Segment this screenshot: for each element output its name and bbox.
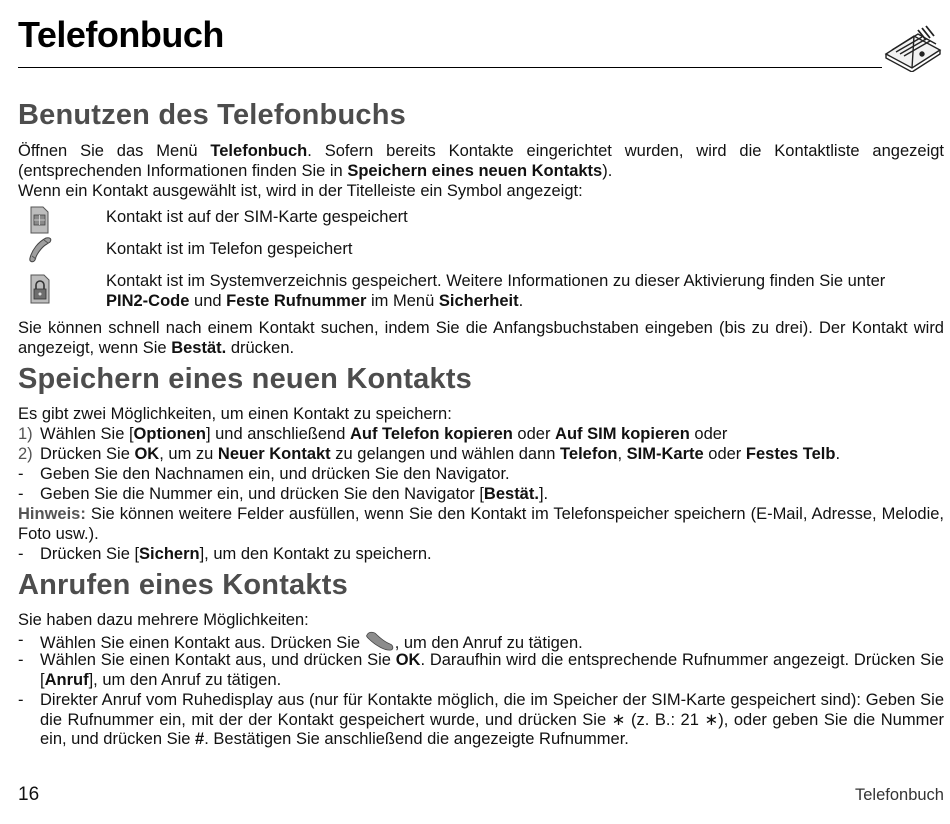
- section-heading-speichern: Speichern eines neuen Kontakts: [18, 363, 473, 395]
- paragraph-call-intro: Sie haben dazu mehrere Möglichkeiten:: [18, 611, 309, 629]
- page-number: 16: [18, 784, 40, 805]
- paragraph-symbol-intro: Wenn ein Kontakt ausgewählt ist, wird in der Titelleiste ein Symbol angezeigt:: [18, 182, 583, 200]
- symbol-label-phone: Kontakt ist im Telefon gespeichert: [106, 240, 353, 258]
- paragraph-search: Sie können schnell nach einem Kontakt suchen, indem Sie die Anfangsbuchstaben eingeben (bis zu drei). Der Kontakt wird angezeigt, wenn Sie Bestät. drücken.: [18, 319, 944, 357]
- paragraph-save-intro: Es gibt zwei Möglichkeiten, um einen Kontakt zu speichern:: [18, 405, 452, 423]
- chapter-title: Telefonbuch: [18, 14, 224, 55]
- section-heading-benutzen: Benutzen des Telefonbuchs: [18, 99, 406, 131]
- running-title: Telefonbuch: [855, 786, 944, 804]
- symbol-row-sim: [18, 208, 944, 230]
- header-rule: [18, 67, 882, 68]
- call-key-icon: [365, 631, 395, 651]
- hint-paragraph: Hinweis: Sie können weitere Felder ausfüllen, wenn Sie den Kontakt im Telefonspeicher speichern (E-Mail, Adresse, Melodie, Foto usw.).: [18, 505, 944, 543]
- sim-card-icon: [28, 206, 50, 234]
- locked-sim-icon: [28, 274, 52, 304]
- phonebook-icon: [882, 24, 944, 72]
- section-heading-anrufen: Anrufen eines Kontakts: [18, 569, 348, 601]
- phone-handset-icon: [28, 236, 54, 264]
- symbol-row-phone: [18, 240, 944, 262]
- symbol-label-system: Kontakt ist im Systemverzeichnis gespeichert. Weitere Informationen zu dieser Aktivierung finden Sie unter PIN2-Code und Feste Rufnummer im Menü Sicherheit.: [106, 272, 886, 310]
- symbol-label-sim: Kontakt ist auf der SIM-Karte gespeichert: [106, 208, 408, 226]
- symbol-row-system: [18, 272, 944, 312]
- document-page: Telefonbuch Benutzen des Telefonbuchs Öffnen Sie das Menü Telefonbuch. Sofern bereits Kontakte eingerichtet wurden, wird die Kontaktliste angezeigt (entsprechenden Informationen finden Sie in Speichern eines neuen Kontakts). Wenn ein Kontakt ausgewählt ist, wird in der Titelleiste ein Symbol angezeigt: Kontakt ist auf der SIM-Karte gespeichert Kontakt ist im Telefon gespeichert Kontakt ist im Systemverzeichnis gespeichert. Weitere Informationen zu dieser Aktivierung finden Sie unter PIN2-Code und Feste Rufnummer im Menü Sicherheit. Sie können schnell nach einem Kontakt suchen, indem Sie die Anfangsbuchstaben eingeben (bis zu drei). Der Kontakt wird angezeigt, wenn Sie Bestät. drücken. Speichern eines neuen Kontakts Es gibt zwei Möglichkeiten, um einen Kontakt zu speichern: 1) Wählen Sie [Optionen] und anschließend Auf Telefon kopieren oder Auf SIM kopieren oder 2) Drücken Sie OK, um zu Neuer Kontakt zu gelangen und wählen dann Telefon, SIM-Karte oder Festes Telb. - Geben Sie den Nachnamen ein, und drücken Sie den Navigator. - Geben Sie die Nummer ein, und drücken Sie den Navigator [Bestät.]. Hinweis: Sie können weitere Felder ausfüllen, wenn Sie den Kontakt im Telefonspeicher speichern (E-Mail, Adresse, Melodie, Foto usw.). - Drücken Sie [Sichern], um den Kontakt zu speichern. Anrufen eines Kontakts Sie haben dazu mehrere Möglichkeiten: - Wählen Sie einen Kontakt aus. Drücken Sie , um den Anruf zu tätigen. - Wählen Sie einen Kontakt aus, und drücken Sie OK. Daraufhin wird die entsprechende Rufnummer angezeigt. Drücken Sie [Anruf], um den Anruf zu tätigen. - Direkter Anruf vom Ruhedisplay aus (nur für Kontakte möglich, die im Speicher der SIM-Karte gespeichert sind): Geben Sie die Rufnummer ein, mit der der Kontakt gespeichert wurde, und drücken Sie ∗ (z. B.: 21 ∗), oder geben Sie die Nummer ein, und drücken Sie #. Bestätigen Sie anschließend die angezeigte Rufnummer. 16 Telefonbuch: [18, 14, 944, 805]
- paragraph-intro: Öffnen Sie das Menü Telefonbuch. Sofern bereits Kontakte eingerichtet wurden, wird die Kontaktliste angezeigt (entsprechenden Informationen finden Sie in Speichern eines neuen Kontakts).: [18, 142, 944, 180]
